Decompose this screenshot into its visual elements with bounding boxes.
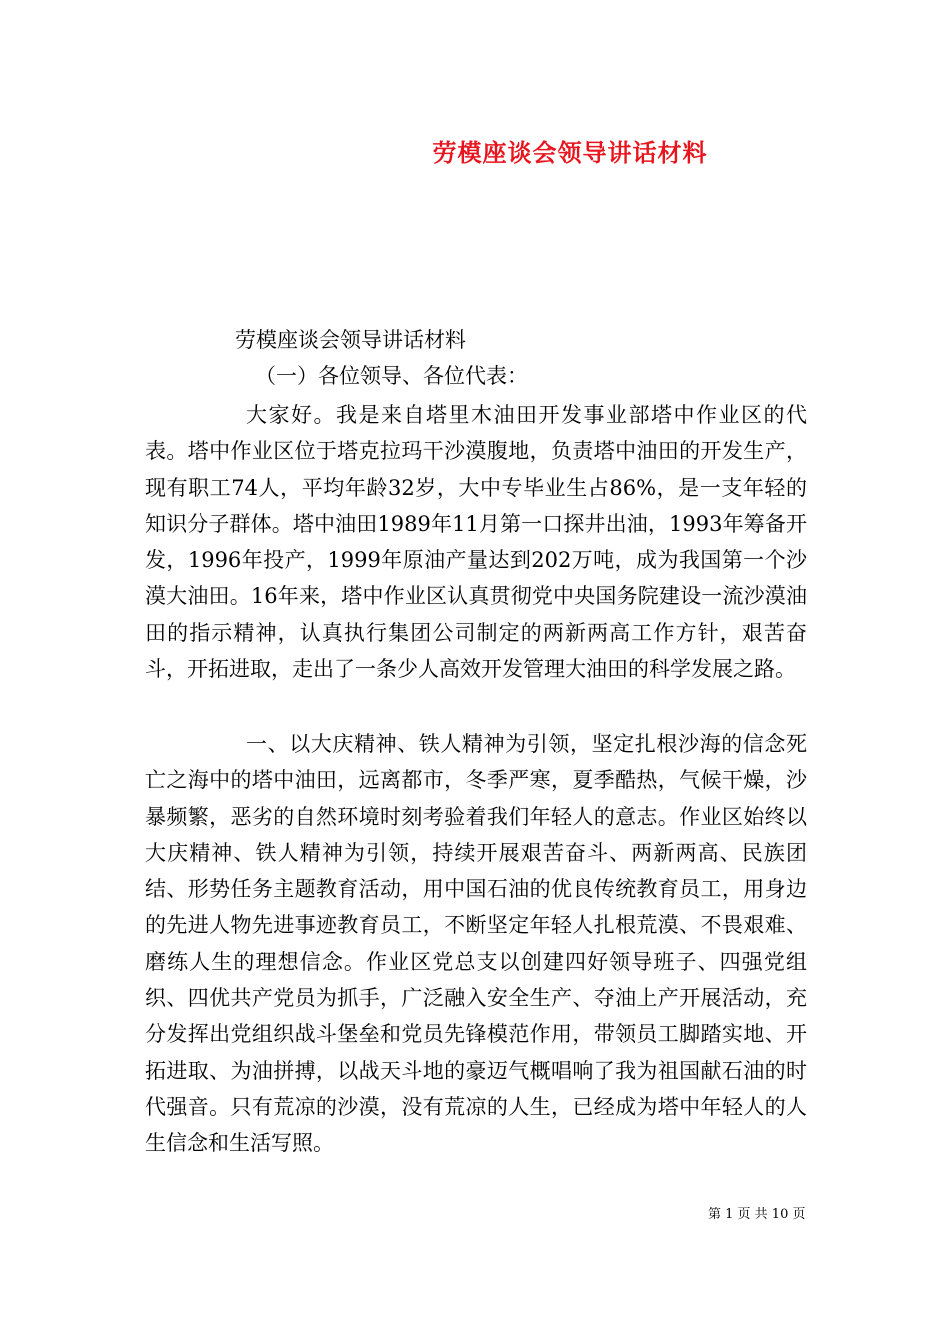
body-paragraph: 一、以大庆精神、铁人精神为引领，坚定扎根沙海的信念死亡之海中的塔中油田，远离都市，冬季严寒，夏季酷热，气候干燥，沙暴频繁，恶劣的自然环境时刻考验着我们年轻人的意志。作业区始终以大庆精神、铁人精神为引领，持续开展艰苦奋斗、两新两高、民族团结、形势任务主题教育活动，用中国石油的优良传统教育员工，用身边的先进人物先进事迹教育员工，不断坚定年轻人扎根荒漠、不畏艰难、磨练人生的理想信念。作业区党总支以创建四好领导班子、四强党组织、四优共产党员为抓手，广泛融入安全生产、夺油上产开展活动，充分发挥出党组织战斗堡垒和党员先锋模范作用，带领员工脚踏实地、开拓进取、为油拼搏，以战天斗地的豪迈气概唱响了我为祖国献石油的时代强音。只有荒凉的沙漠，没有荒凉的人生，已经成为塔中年轻人的人生信念和生活写照。 [145, 732, 807, 1156]
document-title: 劳模座谈会领导讲话材料 [432, 138, 708, 167]
body-paragraph: 大家好。我是来自塔里木油田开发事业部塔中作业区的代表。塔中作业区位于塔克拉玛干沙漠腹地，负责塔中油田的开发生产，现有职工74人，平均年龄32岁，大中专毕业生占86%，是一支年轻的知识分子群体。塔中油田1989年11月第一口探井出油，1993年筹备开发，1996年投产，1999年原油产量达到202万吨，成为我国第一个沙漠大油田。16年来，塔中作业区认真贯彻党中央国务院建设一流沙漠油田的指示精神，认真执行集团公司制定的两新两高工作方针，艰苦奋斗，开拓进取，走出了一条少人高效开发管理大油田的科学发展之路。 [145, 403, 807, 682]
page-number: 第 1 页 共 10 页 [708, 1207, 806, 1222]
document-subtitle: 劳模座谈会领导讲话材料 [235, 328, 466, 352]
greeting-line: （一）各位领导、各位代表： [255, 364, 528, 388]
